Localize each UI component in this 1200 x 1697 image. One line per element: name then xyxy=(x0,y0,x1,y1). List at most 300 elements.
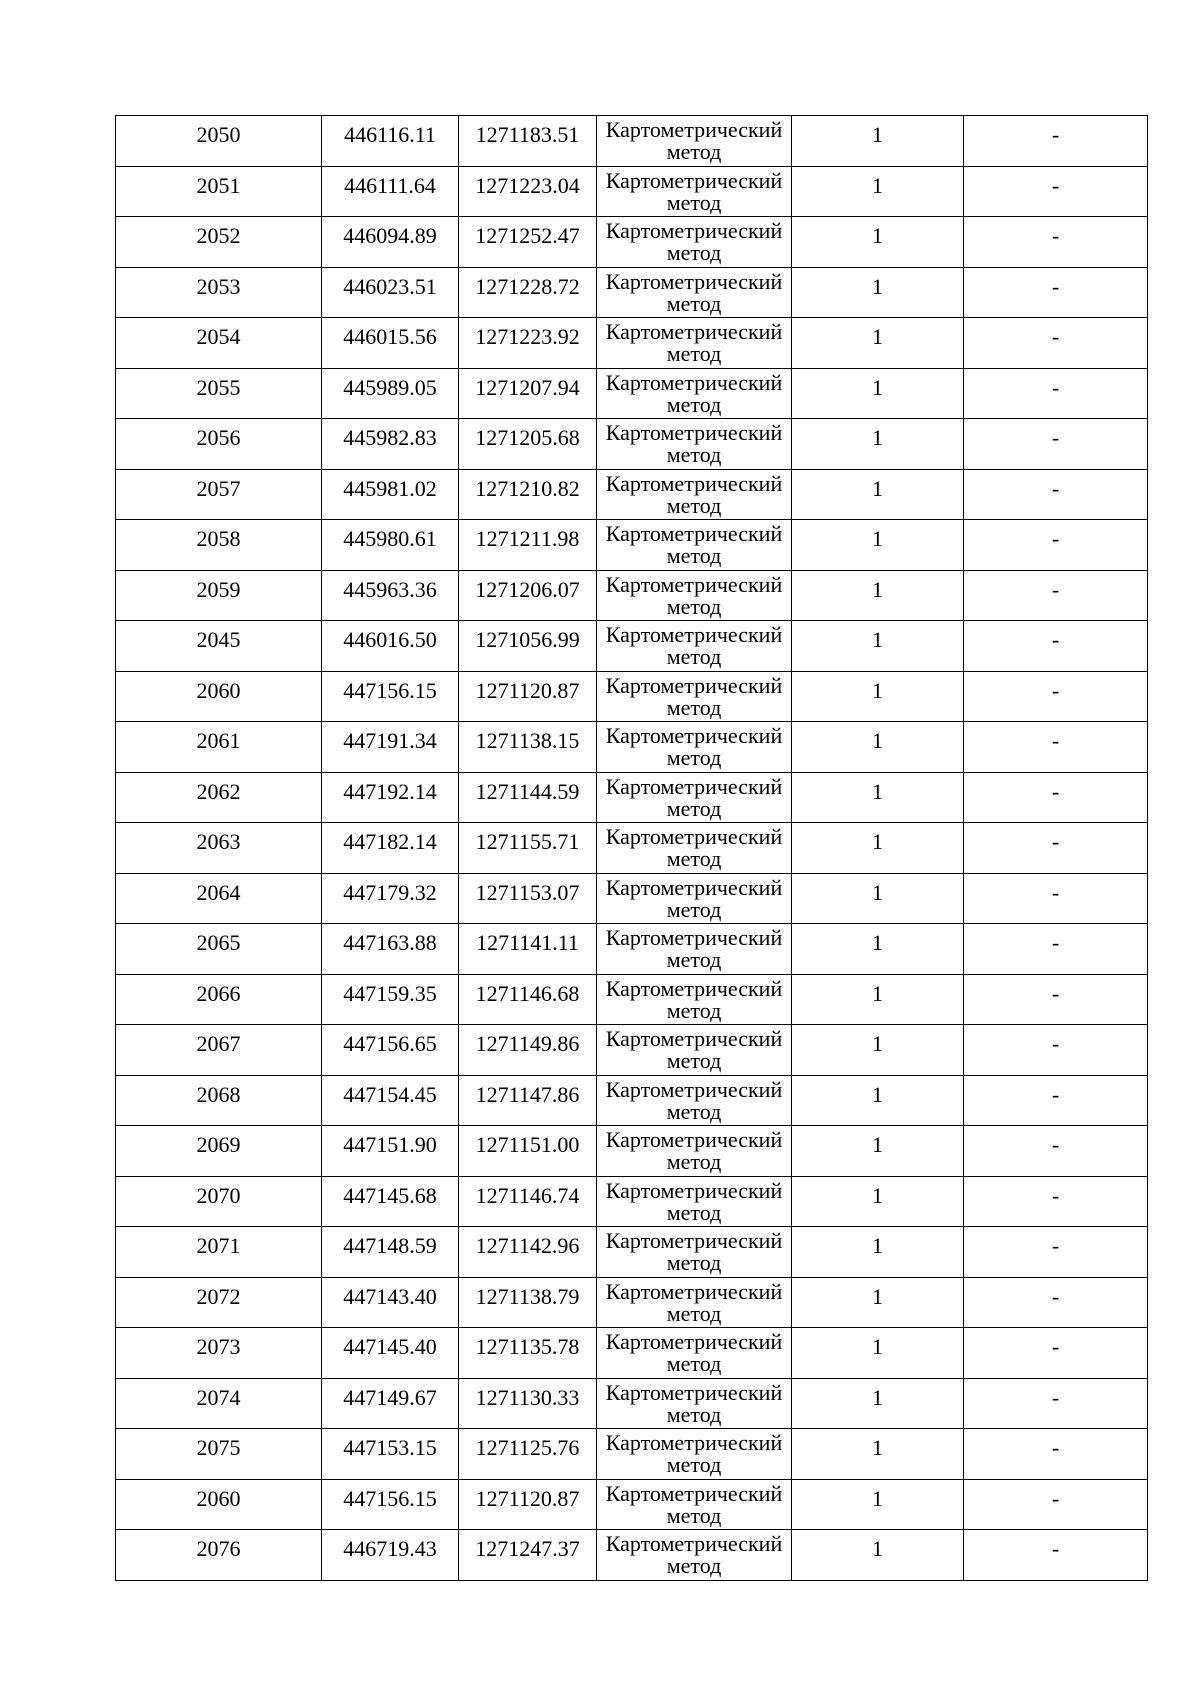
point-number-cell-text: 2065 xyxy=(196,930,241,955)
table-row xyxy=(116,368,1148,419)
method-cell xyxy=(597,469,792,520)
method-line-2: метод xyxy=(666,139,722,164)
x-coordinate-cell xyxy=(322,1025,459,1076)
accuracy-cell-text: 1 xyxy=(872,1233,883,1258)
x-coordinate-cell xyxy=(322,1176,459,1227)
accuracy-cell xyxy=(792,267,964,318)
point-number-cell xyxy=(116,520,322,571)
method-line-2: метод xyxy=(666,644,722,669)
method-line-2: метод xyxy=(666,442,722,467)
note-cell-text: - xyxy=(1051,273,1060,299)
y-coordinate-cell-text: 1271153.07 xyxy=(475,879,580,905)
method-text xyxy=(597,1278,791,1325)
method-line-1: Картометрический xyxy=(605,1531,783,1556)
note-cell-text: - xyxy=(1051,980,1060,1006)
point-number-cell-text: 2058 xyxy=(196,526,241,551)
method-line-2: метод xyxy=(666,745,722,770)
note-cell-text: - xyxy=(1051,172,1060,198)
accuracy-cell xyxy=(792,520,964,571)
x-coordinate-cell-text: 447148.59 xyxy=(343,1233,437,1258)
note-cell xyxy=(964,1429,1148,1480)
point-number-cell-text: 2060 xyxy=(196,1485,241,1511)
x-coordinate-cell xyxy=(322,823,459,874)
note-cell xyxy=(964,722,1148,773)
point-number-cell-text: 2076 xyxy=(196,1536,241,1561)
accuracy-cell-text: 1 xyxy=(872,1485,883,1511)
point-number-cell-text: 2071 xyxy=(196,1233,241,1258)
method-text xyxy=(597,1076,791,1123)
x-coordinate-cell xyxy=(322,166,459,217)
method-text xyxy=(597,167,791,214)
y-coordinate-cell xyxy=(459,1429,597,1480)
point-number-cell xyxy=(116,217,322,268)
accuracy-cell xyxy=(792,1075,964,1126)
accuracy-cell-text: 1 xyxy=(872,930,883,955)
point-number-cell xyxy=(116,1227,322,1278)
y-coordinate-cell xyxy=(459,520,597,571)
method-text xyxy=(597,621,791,668)
method-line-1: Картометрический xyxy=(605,1076,783,1102)
point-number-cell xyxy=(116,1479,322,1530)
method-cell xyxy=(597,116,792,167)
x-coordinate-cell-text: 445980.61 xyxy=(343,526,437,551)
method-line-2: метод xyxy=(666,1401,722,1427)
method-cell xyxy=(597,166,792,217)
x-coordinate-cell-text: 447143.40 xyxy=(343,1283,437,1309)
method-line-1: Картометрический xyxy=(605,1228,783,1253)
x-coordinate-cell xyxy=(322,1429,459,1480)
y-coordinate-cell xyxy=(459,823,597,874)
y-coordinate-cell xyxy=(459,116,597,167)
accuracy-cell xyxy=(792,772,964,823)
point-number-cell-text: 2051 xyxy=(196,172,241,198)
method-text xyxy=(597,268,791,315)
point-number-cell xyxy=(116,1176,322,1227)
accuracy-cell xyxy=(792,1126,964,1177)
x-coordinate-cell xyxy=(322,1530,459,1581)
accuracy-cell-text: 1 xyxy=(872,677,883,703)
x-coordinate-cell xyxy=(322,722,459,773)
point-number-cell-text: 2055 xyxy=(196,374,241,400)
accuracy-cell-text: 1 xyxy=(872,778,883,804)
method-line-2: метод xyxy=(666,1502,722,1528)
method-line-1: Картометрический xyxy=(605,1177,783,1203)
accuracy-cell xyxy=(792,217,964,268)
x-coordinate-cell xyxy=(322,1126,459,1177)
method-line-1: Картометрический xyxy=(605,1127,783,1152)
note-cell-text: - xyxy=(1051,1485,1060,1511)
method-cell xyxy=(597,722,792,773)
x-coordinate-cell xyxy=(322,1277,459,1328)
point-number-cell-text: 2068 xyxy=(196,1081,241,1107)
method-text xyxy=(597,874,791,921)
point-number-cell xyxy=(116,621,322,672)
note-cell xyxy=(964,267,1148,318)
accuracy-cell xyxy=(792,1176,964,1227)
method-line-1: Картометрический xyxy=(605,521,783,546)
method-line-1: Картометрический xyxy=(605,672,783,698)
table-row xyxy=(116,772,1148,823)
table-row xyxy=(116,1025,1148,1076)
y-coordinate-cell-text: 1271147.86 xyxy=(475,1081,580,1107)
point-number-cell-text: 2059 xyxy=(196,576,241,602)
method-text xyxy=(597,773,791,820)
method-cell xyxy=(597,873,792,924)
x-coordinate-cell-text: 446016.50 xyxy=(343,627,437,652)
accuracy-cell xyxy=(792,368,964,419)
y-coordinate-cell-text: 1271138.15 xyxy=(475,728,580,753)
accuracy-cell-text: 1 xyxy=(872,273,883,299)
y-coordinate-cell-text: 1271183.51 xyxy=(475,122,580,147)
coordinates-table-body xyxy=(116,116,1148,1581)
table-row xyxy=(116,1075,1148,1126)
accuracy-cell-text: 1 xyxy=(872,425,883,450)
accuracy-cell-text: 1 xyxy=(872,576,883,602)
y-coordinate-cell xyxy=(459,671,597,722)
point-number-cell xyxy=(116,166,322,217)
note-cell xyxy=(964,1530,1148,1581)
table-row xyxy=(116,974,1148,1025)
y-coordinate-cell xyxy=(459,621,597,672)
point-number-cell-text: 2052 xyxy=(196,223,241,248)
note-cell-text: - xyxy=(1051,475,1060,501)
point-number-cell-text: 2045 xyxy=(196,627,241,652)
point-number-cell xyxy=(116,823,322,874)
y-coordinate-cell xyxy=(459,368,597,419)
method-cell xyxy=(597,621,792,672)
accuracy-cell xyxy=(792,924,964,975)
point-number-cell-text: 2064 xyxy=(196,879,241,905)
method-line-2: метод xyxy=(666,290,722,316)
x-coordinate-cell-text: 447163.88 xyxy=(343,930,437,955)
accuracy-cell-text: 1 xyxy=(872,829,883,854)
x-coordinate-cell-text: 446015.56 xyxy=(343,324,437,349)
point-number-cell xyxy=(116,570,322,621)
x-coordinate-cell-text: 446111.64 xyxy=(344,172,436,198)
method-line-2: метод xyxy=(666,1250,722,1275)
point-number-cell xyxy=(116,772,322,823)
point-number-cell-text: 2054 xyxy=(196,324,241,349)
note-cell-text: - xyxy=(1051,1182,1060,1208)
point-number-cell xyxy=(116,924,322,975)
y-coordinate-cell xyxy=(459,1328,597,1379)
accuracy-cell-text: 1 xyxy=(872,1081,883,1107)
note-cell xyxy=(964,1075,1148,1126)
method-cell xyxy=(597,1530,792,1581)
method-line-1: Картометрический xyxy=(605,571,783,597)
note-cell xyxy=(964,419,1148,470)
y-coordinate-cell-text: 1271247.37 xyxy=(475,1536,580,1561)
y-coordinate-cell xyxy=(459,1126,597,1177)
method-text xyxy=(597,1177,791,1224)
method-text xyxy=(597,823,791,870)
point-number-cell xyxy=(116,1075,322,1126)
point-number-cell-text: 2050 xyxy=(196,122,241,147)
point-number-cell xyxy=(116,267,322,318)
method-text xyxy=(597,1227,791,1274)
method-text xyxy=(597,1480,791,1527)
x-coordinate-cell-text: 447151.90 xyxy=(343,1132,437,1157)
point-number-cell xyxy=(116,368,322,419)
y-coordinate-cell xyxy=(459,1176,597,1227)
accuracy-cell xyxy=(792,1328,964,1379)
y-coordinate-cell-text: 1271223.04 xyxy=(475,172,580,198)
method-line-1: Картометрический xyxy=(605,723,783,748)
method-text xyxy=(597,470,791,517)
accuracy-cell xyxy=(792,1429,964,1480)
note-cell-text: - xyxy=(1051,576,1060,602)
y-coordinate-cell-text: 1271056.99 xyxy=(475,627,580,652)
method-line-1: Картометрический xyxy=(605,268,783,294)
method-text xyxy=(597,672,791,719)
table-row xyxy=(116,469,1148,520)
note-cell xyxy=(964,318,1148,369)
note-cell-text: - xyxy=(1051,829,1060,854)
x-coordinate-cell xyxy=(322,267,459,318)
x-coordinate-cell xyxy=(322,1479,459,1530)
point-number-cell-text: 2057 xyxy=(196,475,241,501)
y-coordinate-cell-text: 1271135.78 xyxy=(475,1334,580,1359)
accuracy-cell-text: 1 xyxy=(872,879,883,905)
method-line-1: Картометрический xyxy=(605,1026,783,1051)
table-row xyxy=(116,419,1148,470)
note-cell xyxy=(964,217,1148,268)
point-number-cell xyxy=(116,116,322,167)
x-coordinate-cell-text: 447145.68 xyxy=(343,1182,437,1208)
note-cell xyxy=(964,1277,1148,1328)
method-line-1: Картометрический xyxy=(605,1430,783,1455)
note-cell xyxy=(964,924,1148,975)
y-coordinate-cell xyxy=(459,217,597,268)
y-coordinate-cell xyxy=(459,1530,597,1581)
method-line-1: Картометрический xyxy=(605,470,783,496)
y-coordinate-cell-text: 1271210.82 xyxy=(475,475,580,501)
x-coordinate-cell xyxy=(322,419,459,470)
method-line-2: метод xyxy=(666,896,722,922)
note-cell-text: - xyxy=(1051,374,1060,400)
note-cell-text: - xyxy=(1051,425,1060,450)
x-coordinate-cell xyxy=(322,1227,459,1278)
accuracy-cell xyxy=(792,419,964,470)
accuracy-cell xyxy=(792,823,964,874)
method-cell xyxy=(597,1075,792,1126)
x-coordinate-cell xyxy=(322,520,459,571)
method-line-2: метод xyxy=(666,947,722,972)
method-line-2: метод xyxy=(666,846,722,871)
point-number-cell-text: 2061 xyxy=(196,728,241,753)
method-text xyxy=(597,1429,791,1476)
point-number-cell xyxy=(116,419,322,470)
method-text xyxy=(597,1126,791,1173)
point-number-cell xyxy=(116,318,322,369)
x-coordinate-cell xyxy=(322,1378,459,1429)
x-coordinate-cell xyxy=(322,974,459,1025)
note-cell xyxy=(964,1479,1148,1530)
method-cell xyxy=(597,1277,792,1328)
accuracy-cell-text: 1 xyxy=(872,526,883,551)
point-number-cell-text: 2074 xyxy=(196,1384,241,1410)
method-line-1: Картометрический xyxy=(605,218,783,243)
note-cell-text: - xyxy=(1051,1283,1060,1309)
point-number-cell xyxy=(116,1530,322,1581)
point-number-cell-text: 2073 xyxy=(196,1334,241,1359)
point-number-cell xyxy=(116,1126,322,1177)
method-cell xyxy=(597,1378,792,1429)
point-number-cell-text: 2060 xyxy=(196,677,241,703)
method-text xyxy=(597,520,791,567)
coordinates-table xyxy=(115,115,1148,1581)
note-cell-text: - xyxy=(1051,879,1060,905)
accuracy-cell-text: 1 xyxy=(872,728,883,753)
point-number-cell xyxy=(116,671,322,722)
x-coordinate-cell-text: 446719.43 xyxy=(343,1536,437,1561)
y-coordinate-cell-text: 1271149.86 xyxy=(475,1031,580,1056)
point-number-cell-text: 2069 xyxy=(196,1132,241,1157)
accuracy-cell-text: 1 xyxy=(872,1182,883,1208)
y-coordinate-cell xyxy=(459,318,597,369)
method-cell xyxy=(597,419,792,470)
y-coordinate-cell-text: 1271146.74 xyxy=(475,1182,580,1208)
table-row xyxy=(116,217,1148,268)
x-coordinate-cell xyxy=(322,1075,459,1126)
method-line-2: метод xyxy=(666,694,722,720)
table-row xyxy=(116,621,1148,672)
accuracy-cell xyxy=(792,1479,964,1530)
y-coordinate-cell-text: 1271211.98 xyxy=(475,526,580,551)
x-coordinate-cell-text: 447182.14 xyxy=(343,829,437,854)
method-line-1: Картометрический xyxy=(605,167,783,193)
method-line-1: Картометрический xyxy=(605,369,783,395)
y-coordinate-cell-text: 1271223.92 xyxy=(475,324,580,349)
x-coordinate-cell-text: 447191.34 xyxy=(343,728,437,753)
accuracy-cell-text: 1 xyxy=(872,627,883,652)
x-coordinate-cell-text: 447179.32 xyxy=(343,879,437,905)
method-cell xyxy=(597,1176,792,1227)
accuracy-cell-text: 1 xyxy=(872,324,883,349)
note-cell xyxy=(964,469,1148,520)
method-text xyxy=(597,116,791,163)
table-row xyxy=(116,1126,1148,1177)
note-cell xyxy=(964,1025,1148,1076)
x-coordinate-cell-text: 446023.51 xyxy=(343,273,437,299)
accuracy-cell xyxy=(792,1025,964,1076)
table-row xyxy=(116,570,1148,621)
note-cell-text: - xyxy=(1051,223,1060,248)
method-text xyxy=(597,1025,791,1072)
method-cell xyxy=(597,1025,792,1076)
y-coordinate-cell-text: 1271146.68 xyxy=(475,980,580,1006)
y-coordinate-cell xyxy=(459,166,597,217)
note-cell xyxy=(964,1227,1148,1278)
note-cell-text: - xyxy=(1051,1132,1060,1157)
table-row xyxy=(116,520,1148,571)
method-cell xyxy=(597,1227,792,1278)
method-line-1: Картометрический xyxy=(605,420,783,445)
table-row xyxy=(116,671,1148,722)
method-text xyxy=(597,975,791,1022)
note-cell-text: - xyxy=(1051,1031,1060,1056)
point-number-cell xyxy=(116,1277,322,1328)
accuracy-cell xyxy=(792,974,964,1025)
method-line-2: метод xyxy=(666,543,722,568)
method-line-1: Картометрический xyxy=(605,1379,783,1405)
method-line-1: Картометрический xyxy=(605,925,783,950)
accuracy-cell-text: 1 xyxy=(872,980,883,1006)
method-line-1: Картометрический xyxy=(605,1480,783,1506)
accuracy-cell-text: 1 xyxy=(872,1384,883,1410)
table-row xyxy=(116,722,1148,773)
table-row xyxy=(116,116,1148,167)
y-coordinate-cell xyxy=(459,570,597,621)
note-cell-text: - xyxy=(1051,930,1060,955)
point-number-cell xyxy=(116,722,322,773)
method-line-2: метод xyxy=(666,391,722,417)
y-coordinate-cell-text: 1271155.71 xyxy=(475,829,580,854)
method-cell xyxy=(597,267,792,318)
x-coordinate-cell xyxy=(322,318,459,369)
note-cell-text: - xyxy=(1051,1536,1060,1561)
note-cell-text: - xyxy=(1051,1384,1060,1410)
accuracy-cell-text: 1 xyxy=(872,223,883,248)
x-coordinate-cell-text: 447149.67 xyxy=(343,1384,437,1410)
method-line-1: Картометрический xyxy=(605,773,783,799)
table-row xyxy=(116,1328,1148,1379)
note-cell xyxy=(964,570,1148,621)
method-line-1: Картометрический xyxy=(605,622,783,647)
y-coordinate-cell-text: 1271206.07 xyxy=(475,576,580,602)
method-line-2: метод xyxy=(666,492,722,518)
note-cell xyxy=(964,116,1148,167)
method-line-1: Картометрический xyxy=(605,975,783,1001)
method-line-2: метод xyxy=(666,1098,722,1124)
x-coordinate-cell xyxy=(322,671,459,722)
table-row xyxy=(116,823,1148,874)
x-coordinate-cell-text: 446116.11 xyxy=(344,122,436,147)
table-row xyxy=(116,267,1148,318)
accuracy-cell-text: 1 xyxy=(872,374,883,400)
accuracy-cell xyxy=(792,873,964,924)
accuracy-cell-text: 1 xyxy=(872,122,883,147)
table-row xyxy=(116,1277,1148,1328)
point-number-cell xyxy=(116,1429,322,1480)
accuracy-cell xyxy=(792,722,964,773)
y-coordinate-cell-text: 1271142.96 xyxy=(475,1233,580,1258)
method-cell xyxy=(597,671,792,722)
y-coordinate-cell xyxy=(459,1227,597,1278)
method-line-2: метод xyxy=(666,795,722,821)
method-cell xyxy=(597,772,792,823)
accuracy-cell-text: 1 xyxy=(872,1132,883,1157)
method-line-1: Картометрический xyxy=(605,874,783,900)
table-row xyxy=(116,1227,1148,1278)
point-number-cell-text: 2070 xyxy=(196,1182,241,1208)
note-cell xyxy=(964,621,1148,672)
x-coordinate-cell xyxy=(322,924,459,975)
accuracy-cell xyxy=(792,1378,964,1429)
method-text xyxy=(597,1328,791,1375)
y-coordinate-cell xyxy=(459,924,597,975)
note-cell-text: - xyxy=(1051,526,1060,551)
accuracy-cell xyxy=(792,1530,964,1581)
method-line-2: метод xyxy=(666,593,722,619)
table-row xyxy=(116,318,1148,369)
x-coordinate-cell-text: 445982.83 xyxy=(343,425,437,450)
method-text xyxy=(597,369,791,416)
y-coordinate-cell-text: 1271141.11 xyxy=(476,930,579,955)
method-line-2: метод xyxy=(666,240,722,265)
method-cell xyxy=(597,520,792,571)
note-cell xyxy=(964,671,1148,722)
